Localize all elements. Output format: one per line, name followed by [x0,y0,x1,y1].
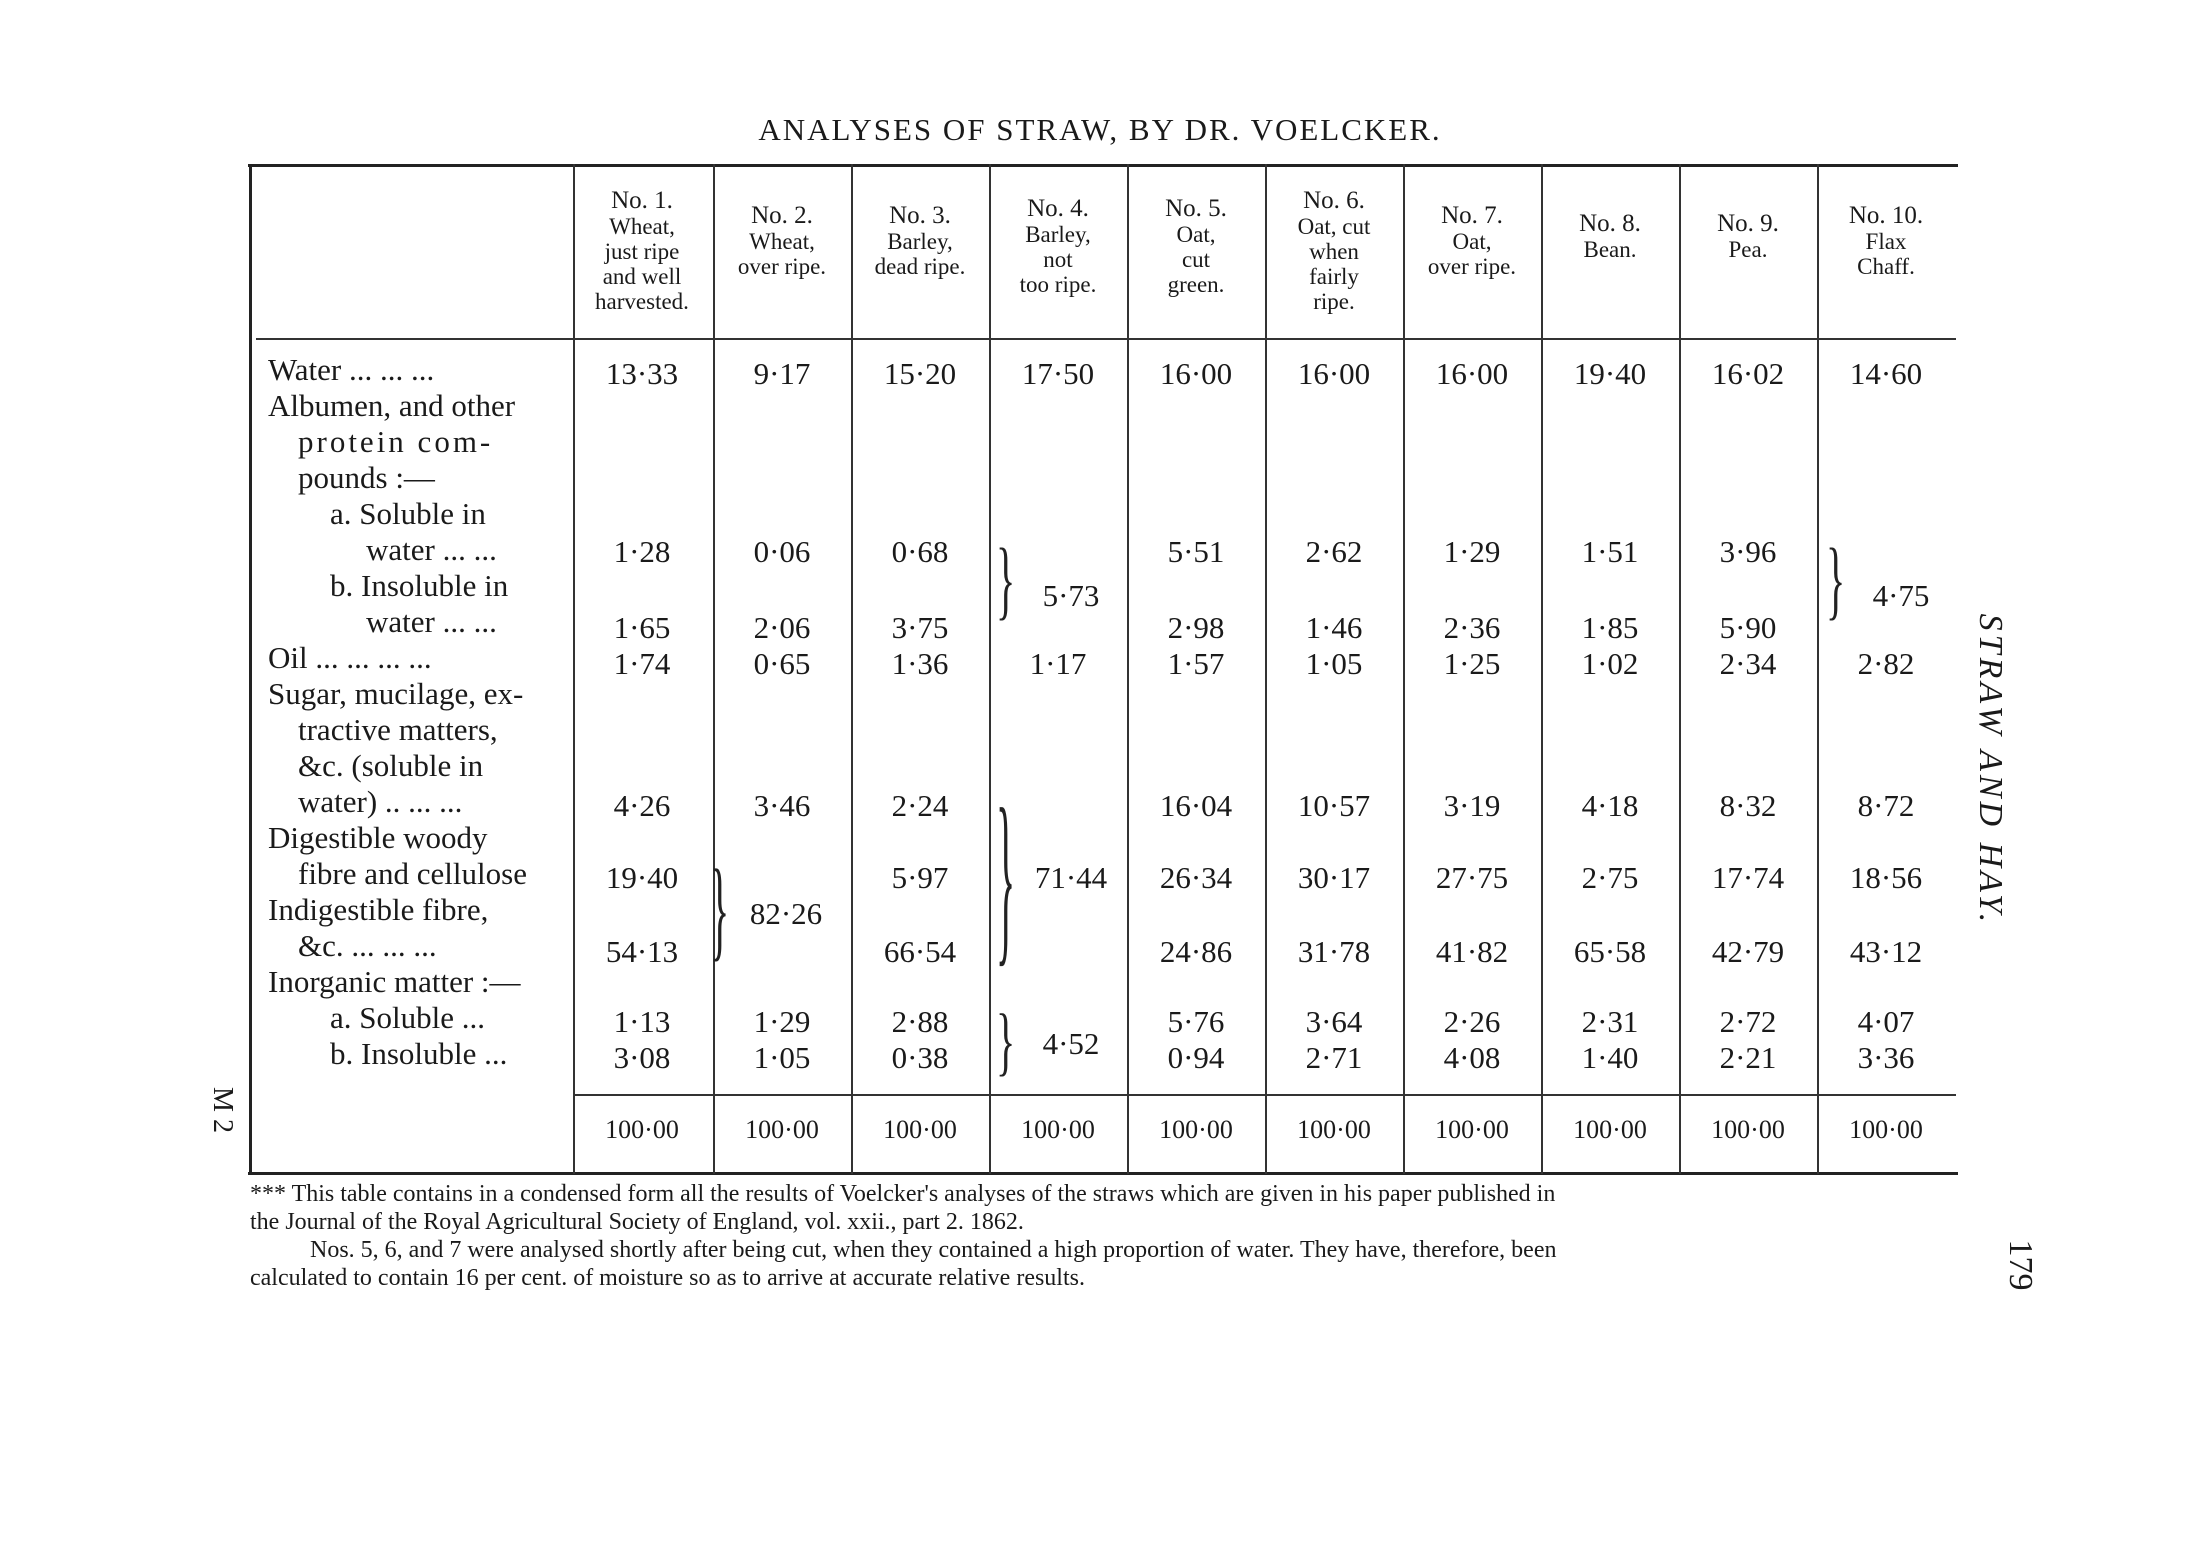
column-header-4 [989,196,1127,297]
table-left-border [249,164,252,1174]
cell-albumen-insoluble-col2: 2·06 [753,610,811,645]
label-sugar-2: tractive matters, [298,712,498,747]
column-number: No. 9. [1717,209,1779,237]
cell-albumen-soluble-col6: 2·62 [1305,534,1363,569]
cell-total-col5: 100·00 [1159,1115,1233,1144]
cell-albumen-insoluble-col5: 2·98 [1167,610,1225,645]
label-inorganic-b: b. Insoluble ... [330,1036,508,1071]
column-header-7 [1403,203,1541,279]
cell-total-col7: 100·00 [1435,1115,1509,1144]
table-title: ANALYSES OF STRAW, BY DR. VOELCKER. [758,112,1442,147]
label-inorganic-a: a. Soluble ... [330,1000,485,1035]
column-description: Bean. [1583,236,1637,262]
column-number: No. 1. [611,187,673,215]
column-description: Barley, not too ripe. [1019,221,1097,297]
column-number: No. 2. [751,202,813,230]
cell-digestible-col10: 18·56 [1849,860,1923,895]
cell-sugar-col9: 8·32 [1719,788,1777,823]
label-digestible-1: Digestible woody [268,820,488,855]
cell-inorg-soluble-col3: 2·88 [891,1004,949,1039]
cell-water-col4: 17·50 [1021,356,1095,391]
column-header-5 [1127,196,1265,297]
cell-albumen-soluble-col5: 5·51 [1167,534,1225,569]
cell-sugar-col8: 4·18 [1581,788,1639,823]
cell-albumen-insoluble-col3: 3·75 [891,610,949,645]
cell-indigestible-col1: 54·13 [605,934,679,969]
label-oil: Oil ... ... ... ... [268,640,432,675]
cell-digestible-col5: 26·34 [1159,860,1233,895]
cell-indigestible-col7: 41·82 [1435,934,1509,969]
cell-albumen-soluble-col9: 3·96 [1719,534,1777,569]
cell-inorg-soluble-col7: 2·26 [1443,1004,1501,1039]
cell-sugar-col6: 10·57 [1297,788,1371,823]
cell-inorg-insoluble-col3: 0·38 [891,1040,949,1075]
column-description: Oat, over ripe. [1427,229,1517,280]
cell-water-col3: 15·20 [883,356,957,391]
cell-total-col8: 100·00 [1573,1115,1647,1144]
cell-water-col1: 13·33 [605,356,679,391]
cell-indigestible-col3: 66·54 [883,934,957,969]
page-number: 179 [2002,1239,2039,1291]
label-inorganic: Inorganic matter :— [268,964,521,999]
cell-inorg-soluble-col8: 2·31 [1581,1004,1639,1039]
cell-indigestible-col9: 42·79 [1711,934,1785,969]
cell-oil-col2: 0·65 [753,646,811,681]
column-header-2 [713,203,851,279]
label-albumen-3: pounds :— [298,460,435,495]
column-description: Wheat, just ripe and well harvested. [595,214,689,315]
footnote [250,1180,1960,1292]
cell-inorg-insoluble-col7: 4·08 [1443,1040,1501,1075]
cell-inorg-insoluble-col1: 3·08 [613,1040,671,1075]
cell-inorg-insoluble-col10: 3·36 [1857,1040,1915,1075]
cell-total-col3: 100·00 [883,1115,957,1144]
brace-no10-protein: } [1826,529,1846,629]
label-albumen-1: Albumen, and other [268,388,516,423]
cell-inorg-soluble-col1: 1·13 [613,1004,671,1039]
cell-indigestible-col5: 24·86 [1159,934,1233,969]
cell-albumen-soluble-col8: 1·51 [1581,534,1639,569]
running-title: STRAW AND HAY. [1972,613,2009,927]
cell-water-col6: 16·00 [1297,356,1371,391]
cell-albumen-soluble-col7: 1·29 [1443,534,1501,569]
cell-oil-col1: 1·74 [613,646,671,681]
cell-inorg-soluble-col10: 4·07 [1857,1004,1915,1039]
cell-oil-col6: 1·05 [1305,646,1363,681]
cell-inorg-insoluble-col2: 1·05 [753,1040,811,1075]
column-number: No. 5. [1165,194,1227,222]
cell-water-col2: 9·17 [753,356,811,391]
cell-water-col8: 19·40 [1573,356,1647,391]
header-separator [256,338,1956,340]
column-description: Oat, cut when fairly ripe. [1297,214,1371,315]
signature-mark: M 2 [207,1087,238,1133]
cell-water-col10: 14·60 [1849,356,1923,391]
label-digestible-2: fibre and cellulose [298,856,527,891]
cell-water-col7: 16·00 [1435,356,1509,391]
cell-water-col5: 16·00 [1159,356,1233,391]
cell-inorg-soluble-col2: 1·29 [753,1004,811,1039]
cell-inorg-insoluble-col8: 1·40 [1581,1040,1639,1075]
merged-no2-fibre: 82·26 [749,896,823,931]
label-sugar-1: Sugar, mucilage, ex- [268,676,524,711]
cell-oil-col9: 2·34 [1719,646,1777,681]
cell-sugar-col10: 8·72 [1857,788,1915,823]
cell-albumen-insoluble-col8: 1·85 [1581,610,1639,645]
cell-oil-col5: 1·57 [1167,646,1225,681]
label-insoluble-b-2: water ... ... [366,604,497,639]
column-header-3 [851,203,989,279]
column-header-10 [1817,203,1955,279]
cell-oil-col4: 1·17 [1029,646,1087,681]
column-number: No. 10. [1848,202,1924,230]
column-number: No. 7. [1441,202,1503,230]
cell-water-col9: 16·02 [1711,356,1785,391]
footnote-line-1: *** This table contains in a condensed form all the results of Voelcker's analyses of the straws which are given in his paper published in [250,1181,1556,1207]
column-header-9 [1679,211,1817,262]
cell-inorg-soluble-col5: 5·76 [1167,1004,1225,1039]
cell-total-col10: 100·00 [1849,1115,1923,1144]
cell-digestible-col1: 19·40 [605,860,679,895]
column-description: Flax Chaff. [1857,229,1915,280]
cell-albumen-insoluble-col1: 1·65 [613,610,671,645]
column-header-8 [1541,211,1679,262]
brace-no4-sugar-fibre: } [996,767,1016,984]
cell-total-col1: 100·00 [605,1115,679,1144]
cell-indigestible-col6: 31·78 [1297,934,1371,969]
label-sugar-3: &c. (soluble in [298,748,484,783]
cell-sugar-col2: 3·46 [753,788,811,823]
merged-no4-inorganic: 4·52 [1042,1026,1100,1061]
cell-digestible-col6: 30·17 [1297,860,1371,895]
cell-inorg-soluble-col9: 2·72 [1719,1004,1777,1039]
column-header-1 [573,188,711,314]
cell-albumen-insoluble-col6: 1·46 [1305,610,1363,645]
cell-sugar-col3: 2·24 [891,788,949,823]
cell-oil-col3: 1·36 [891,646,949,681]
cell-oil-col8: 1·02 [1581,646,1639,681]
column-description: Oat, cut green. [1167,221,1225,297]
brace-no4-protein: } [996,529,1016,629]
cell-albumen-insoluble-col9: 5·90 [1719,610,1777,645]
cell-inorg-insoluble-col5: 0·94 [1167,1040,1225,1075]
column-description: Barley, dead ripe. [874,229,966,280]
cell-sugar-col1: 4·26 [613,788,671,823]
cell-total-col4: 100·00 [1021,1115,1095,1144]
brace-no2-fibre: } [710,845,730,972]
cell-digestible-col7: 27·75 [1435,860,1509,895]
cell-indigestible-col8: 65·58 [1573,934,1647,969]
cell-albumen-soluble-col3: 0·68 [891,534,949,569]
cell-albumen-soluble-col1: 1·28 [613,534,671,569]
cell-inorg-insoluble-col9: 2·21 [1719,1040,1777,1075]
label-indigestible-1: Indigestible fibre, [268,892,489,927]
column-description: Pea. [1728,236,1768,262]
brace-no4-inorganic: } [996,998,1016,1084]
footnote-line-3: Nos. 5, 6, and 7 were analysed shortly after being cut, when they contained a high proportion of water. They have, therefore, been [310,1237,1557,1263]
column-description: Wheat, over ripe. [737,229,827,280]
column-number: No. 6. [1303,187,1365,215]
footnote-line-2: the Journal of the Royal Agricultural Society of England, vol. xxii., part 2. 1862. [250,1209,1024,1235]
label-water: Water ... ... ... [268,352,435,387]
label-albumen-2: protein com- [298,424,494,459]
cell-sugar-col5: 16·04 [1159,788,1233,823]
cell-total-col2: 100·00 [745,1115,819,1144]
cell-inorg-insoluble-col6: 2·71 [1305,1040,1363,1075]
label-soluble-a-2: water ... ... [366,532,497,567]
cell-oil-col7: 1·25 [1443,646,1501,681]
label-soluble-a-1: a. Soluble in [330,496,486,531]
label-insoluble-b-1: b. Insoluble in [330,568,509,603]
table-bottom-border [248,1172,1958,1175]
total-separator [574,1094,1956,1096]
cell-digestible-col8: 2·75 [1581,860,1639,895]
label-sugar-4: water) .. ... ... [298,784,463,819]
cell-digestible-col3: 5·97 [891,860,949,895]
label-indigestible-2: &c. ... ... ... [298,928,437,963]
cell-total-col6: 100·00 [1297,1115,1371,1144]
column-number: No. 4. [1027,194,1089,222]
cell-albumen-insoluble-col7: 2·36 [1443,610,1501,645]
footnote-line-4: calculated to contain 16 per cent. of moisture so as to arrive at accurate relative results. [250,1265,1085,1291]
cell-sugar-col7: 3·19 [1443,788,1501,823]
column-number: No. 3. [889,202,951,230]
column-number: No. 8. [1579,209,1641,237]
cell-oil-col10: 2·82 [1857,646,1915,681]
cell-albumen-soluble-col2: 0·06 [753,534,811,569]
table-top-border [248,164,1958,167]
column-header-6 [1265,188,1403,314]
cell-indigestible-col10: 43·12 [1849,934,1923,969]
merged-no10-protein: 4·75 [1872,578,1930,613]
merged-no4-sugar-fibre: 71·44 [1034,860,1108,895]
cell-total-col9: 100·00 [1711,1115,1785,1144]
merged-no4-protein: 5·73 [1042,578,1100,613]
cell-inorg-soluble-col6: 3·64 [1305,1004,1363,1039]
cell-digestible-col9: 17·74 [1711,860,1785,895]
